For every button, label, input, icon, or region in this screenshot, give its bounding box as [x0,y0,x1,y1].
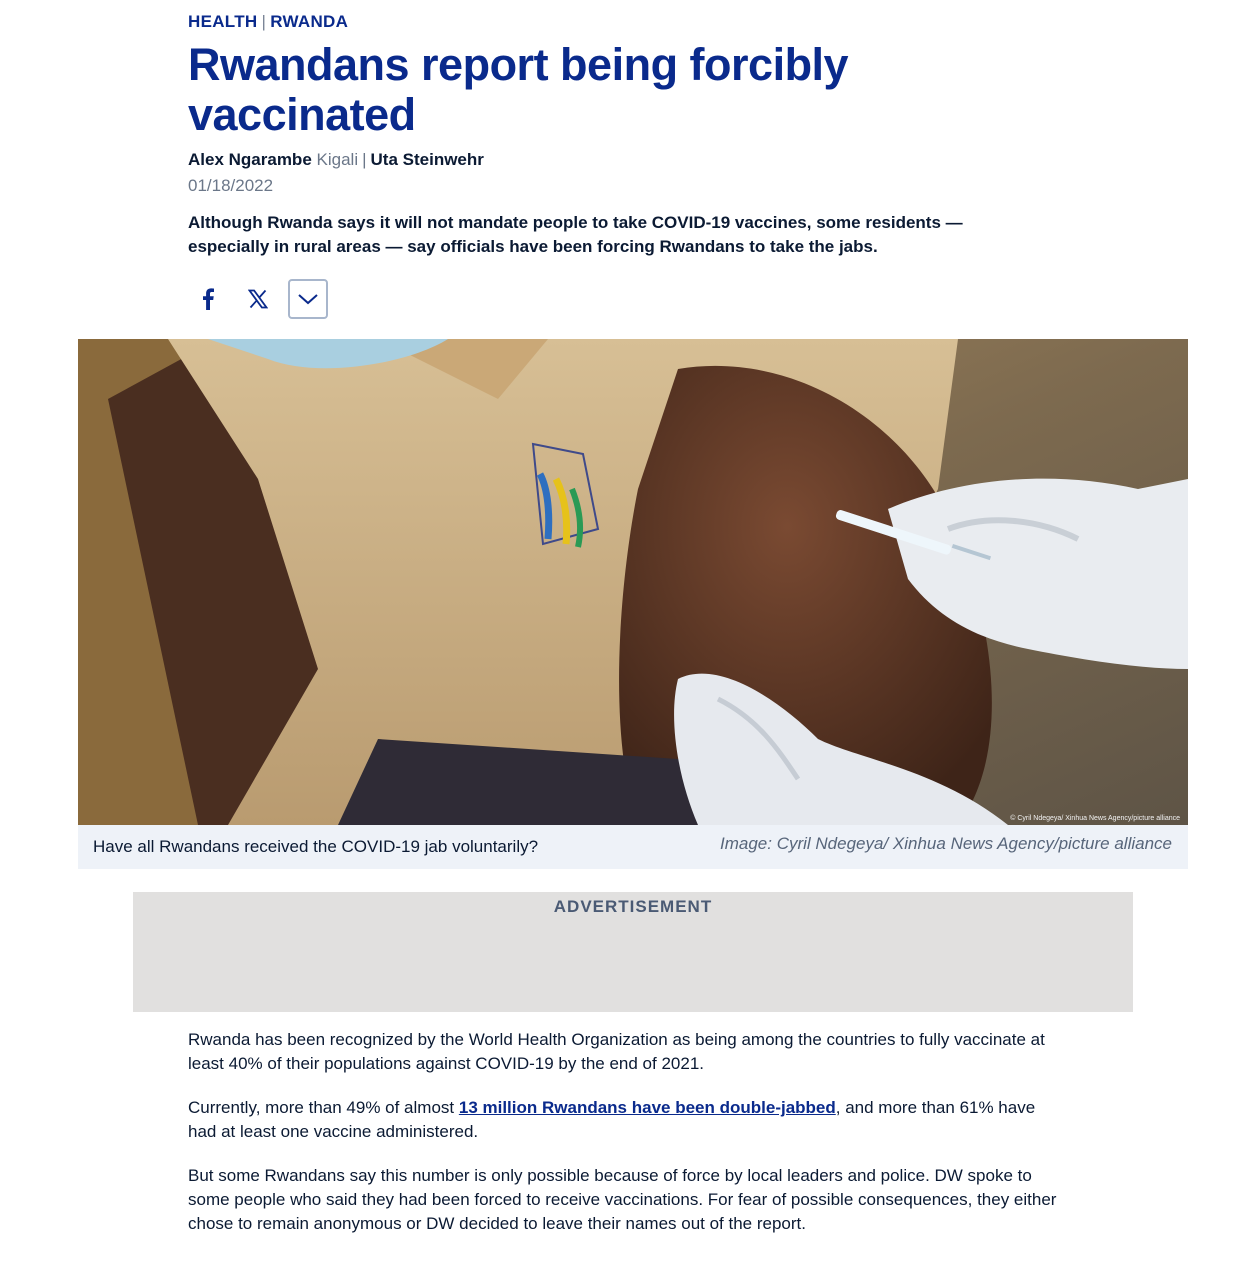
article-image [78,339,1188,825]
paragraph-text: , and more than 61% have had at least one vaccine administered. [188,1098,1036,1141]
double-jabbed-link[interactable]: 13 million Rwandans have been double-jabbed [458,1098,836,1117]
body-paragraph [188,1096,1058,1144]
advertisement-slot [133,892,1133,1012]
image-caption: Have all Rwandans received the COVID-19 jab voluntarily? [93,837,539,856]
share-facebook-button[interactable] [188,279,228,319]
article-lead: Although Rwanda says it will not mandate people to take COVID-19 vaccines, some residents — especially in rural areas — say officials have been forcing Rwandans to take the jabs. [188,213,963,256]
author-location: Kigali [316,150,359,169]
article-title: Rwandans report being forcibly vaccinated [188,39,849,140]
image-credit: Image: Cyril Ndegeya/ Xinhua News Agency/picture alliance [720,834,1172,853]
share-x-button[interactable] [238,279,278,319]
kicker-separator: | [261,12,267,31]
chevron-down-icon [297,293,319,305]
body-paragraph: Rwanda has been recognized by the World Health Organization as being among the countries to fully vaccinate at least 40% of their populations against COVID-19 by the end of 2021. [188,1030,1045,1073]
x-icon [248,289,268,309]
byline [188,150,1058,170]
topic-link-rwanda[interactable]: RWANDA [270,12,349,31]
image-caption-bar [78,825,1188,869]
image-overlay-credit: © Cyril Ndegeya/ Xinhua News Agency/picture alliance [1010,815,1180,822]
author-name[interactable]: Alex Ngarambe [188,150,312,169]
publish-date: 01/18/2022 [188,176,274,195]
byline-separator: | [362,150,367,169]
paragraph-text: Currently, more than 49% of almost [188,1098,459,1117]
facebook-icon [201,288,215,310]
share-bar [188,279,1058,319]
vaccination-photo [78,339,1188,825]
author-name[interactable]: Uta Steinwehr [370,150,484,169]
article-kicker [188,12,1058,32]
advertisement-label: ADVERTISEMENT [553,897,713,916]
share-more-button[interactable] [288,279,328,319]
section-link-health[interactable]: HEALTH [188,12,258,31]
body-paragraph: But some Rwandans say this number is only possible because of force by local leaders and police. DW spoke to some people who said they had been forced to receive vaccinations. For fear of possible consequences, they either chose to remain anonymous or DW decided to leave their names out of the report. [188,1166,1057,1233]
